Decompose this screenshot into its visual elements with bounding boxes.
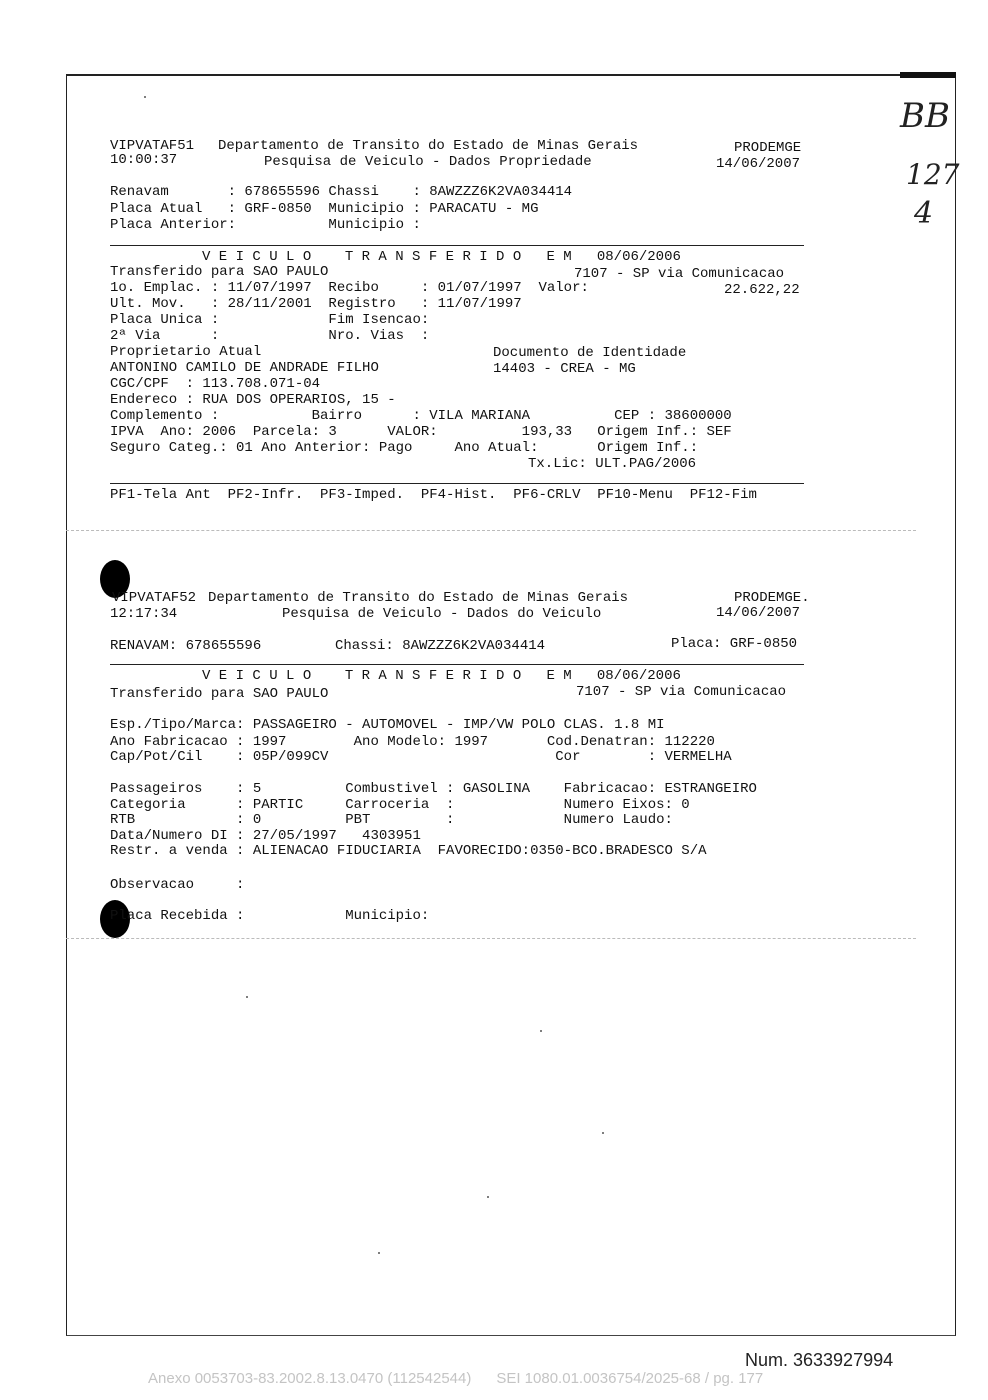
screen1-divider-bottom xyxy=(110,483,804,484)
screen2-program-code: VIPVATAF52 xyxy=(112,590,197,606)
screen1-segunda-via-line: 2ª Via : Nro. Vias : xyxy=(110,328,430,344)
screen1-ult-mov-line: Ult. Mov. : 28/11/2001 Registro : 11/07/1997 xyxy=(110,296,522,312)
screen1-transfer-banner: V E I C U L O T R A N S F E R I D O E M 08/06/2006 xyxy=(202,249,681,265)
frame-corner-mark xyxy=(900,72,956,78)
screen1-placa-anterior-line: Placa Anterior: Municipio : xyxy=(110,217,421,233)
screen1-subtitle: Pesquisa de Veiculo - Dados Propriedade xyxy=(264,154,592,170)
screen2-renavam: RENAVAM: 678655596 xyxy=(110,638,262,654)
speck xyxy=(602,1132,604,1134)
screen1-time: 10:00:37 xyxy=(110,152,178,168)
screen2-time: 12:17:34 xyxy=(110,606,178,622)
screen2-date: 14/06/2007 xyxy=(716,605,801,621)
screen1-date: 14/06/2007 xyxy=(716,156,801,172)
screen2-transferido-para: Transferido para SAO PAULO xyxy=(110,686,329,702)
speck xyxy=(540,1030,542,1032)
screen1-divider-top xyxy=(110,245,804,246)
screen2-divider xyxy=(110,664,804,665)
screen2-passageiros-line: Passageiros : 5 Combustivel : GASOLINA Fabricacao: ESTRANGEIRO xyxy=(110,781,757,797)
screen1-endereco-line: Endereco : RUA DOS OPERARIOS, 15 - xyxy=(110,392,396,408)
screen2-org: PRODEMGE. xyxy=(734,590,810,606)
screen2-placa: Placa: GRF-0850 xyxy=(671,636,798,652)
screen1-pf-keys: PF1-Tela Ant PF2-Infr. PF3-Imped. PF4-Hist. PF6-CRLV PF10-Menu PF12-Fim xyxy=(110,487,757,503)
screen1-valor: 22.622,22 xyxy=(724,282,800,298)
screen1-via-comunicacao: 7107 - SP via Comunicacao xyxy=(574,266,785,282)
screen1-tx-lic-line: Tx.Lic: ULT.PAG/2006 xyxy=(528,456,697,472)
screen1-program-code: VIPVATAF51 xyxy=(110,138,195,154)
screen2-chassi: Chassi: 8AWZZZ6K2VA034414 xyxy=(335,638,546,654)
screen1-renavam-line: Renavam : 678655596 Chassi : 8AWZZZ6K2VA034414 xyxy=(110,184,573,200)
screen1-placa-atual-line: Placa Atual : GRF-0850 Municipio : PARACATU - MG xyxy=(110,201,539,217)
scan-separator-bottom xyxy=(66,938,916,939)
screen2-observacao-line: Observacao : xyxy=(110,877,245,893)
screen1-proprietario-label: Proprietario Atual xyxy=(110,344,262,360)
speck xyxy=(487,1196,489,1198)
annex-reference: Anexo 0053703-83.2002.8.13.0470 (112542544) SEI 1080.01.0036754/2025-68 / pg. 177 xyxy=(148,1370,764,1387)
screen2-restr-line: Restr. a venda : ALIENACAO FIDUCIARIA FAVORECIDO:0350-BCO.BRADESCO S/A xyxy=(110,843,707,859)
screen1-complemento-line: Complemento : Bairro : VILA MARIANA CEP : 38600000 xyxy=(110,408,732,424)
screen1-org: PRODEMGE xyxy=(734,140,802,156)
screen2-placa-recebida-line: Placa Recebida : Municipio: xyxy=(110,908,430,924)
screen2-cap-line: Cap/Pot/Cil : 05P/099CV Cor : VERMELHA xyxy=(110,749,732,765)
screen2-via-comunicacao: 7107 - SP via Comunicacao xyxy=(576,684,787,700)
screen2-categoria-line: Categoria : PARTIC Carroceria : Numero Eixos: 0 xyxy=(110,797,690,813)
screen2-transfer-banner: V E I C U L O T R A N S F E R I D O E M 08/06/2006 xyxy=(202,668,681,684)
screen1-doc-identidade-label: Documento de Identidade xyxy=(493,345,687,361)
speck xyxy=(378,1252,380,1254)
screen1-doc-identidade-value: 14403 - CREA - MG xyxy=(493,361,636,377)
screen2-data-di-line: Data/Numero DI : 27/05/1997 4303951 xyxy=(110,828,421,844)
screen2-rtb-line: RTB : 0 PBT : Numero Laudo: xyxy=(110,812,673,828)
screen2-subtitle: Pesquisa de Veiculo - Dados do Veiculo xyxy=(282,606,602,622)
screen1-ipva-line: IPVA Ano: 2006 Parcela: 3 VALOR: 193,33 Origem Inf.: SEF xyxy=(110,424,732,440)
screen1-proprietario-nome: ANTONINO CAMILO DE ANDRADE FILHO xyxy=(110,360,379,376)
handwritten-mark-1: BB xyxy=(900,96,950,136)
screen1-department: Departamento de Transito do Estado de Minas Gerais xyxy=(218,138,639,154)
speck xyxy=(246,996,248,998)
screen2-department: Departamento de Transito do Estado de Minas Gerais xyxy=(208,590,629,606)
screen2-ano-fab-line: Ano Fabricacao : 1997 Ano Modelo: 1997 Cod.Denatran: 112220 xyxy=(110,734,715,750)
speck xyxy=(144,96,146,98)
scan-separator xyxy=(66,530,916,531)
screen1-cpf-line: CGC/CPF : 113.708.071-04 xyxy=(110,376,321,392)
screen1-emplac-line: 1o. Emplac. : 11/07/1997 Recibo : 01/07/1997 Valor: xyxy=(110,280,589,296)
handwritten-mark-2: 127 xyxy=(906,158,960,191)
screen1-seguro-line: Seguro Categ.: 01 Ano Anterior: Pago Ano Atual: Origem Inf.: xyxy=(110,440,699,456)
handwritten-mark-3: 4 xyxy=(914,196,934,231)
screen1-transferido-para: Transferido para SAO PAULO xyxy=(110,264,329,280)
screen2-esp-line: Esp./Tipo/Marca: PASSAGEIRO - AUTOMOVEL - IMP/VW POLO CLAS. 1.8 MI xyxy=(110,717,665,733)
screen1-placa-unica-line: Placa Unica : Fim Isencao: xyxy=(110,312,430,328)
document-number: Num. 3633927994 xyxy=(745,1350,894,1370)
